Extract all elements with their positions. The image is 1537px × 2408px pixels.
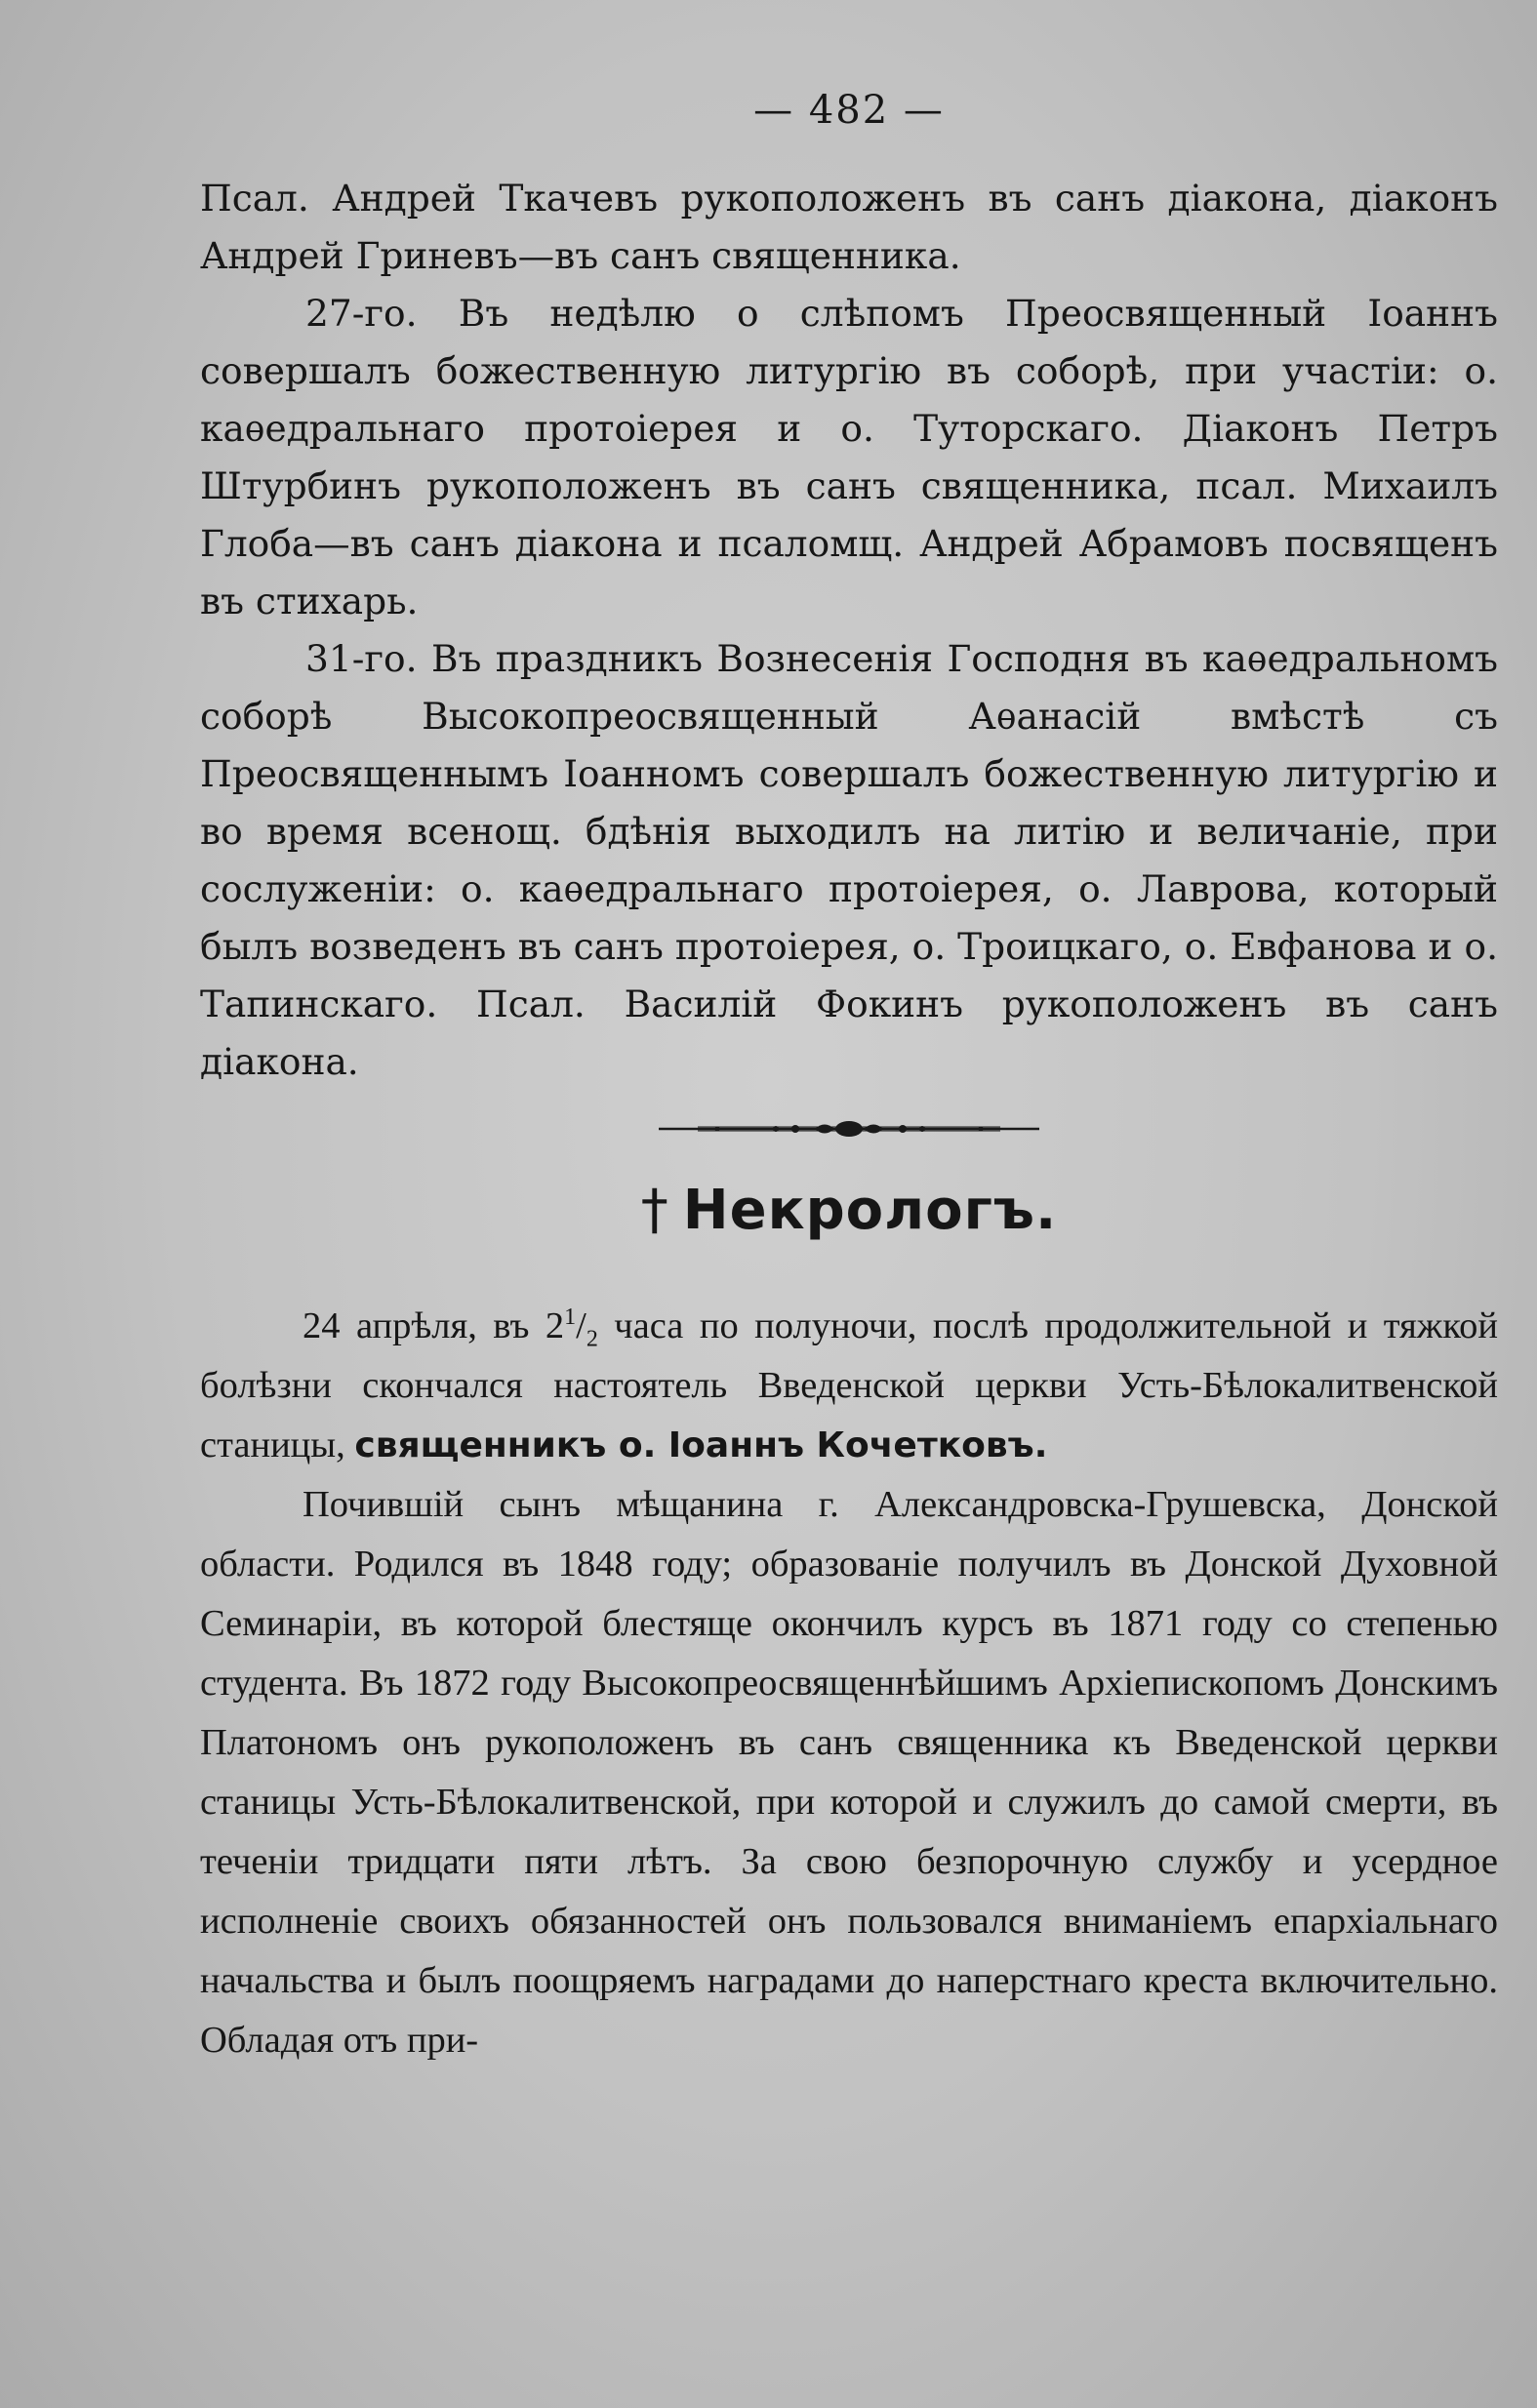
paragraph-31st: 31-го. Въ праздникъ Вознесенія Господня въ каѳедральномъ соборѣ Высокопреосвященный Аѳанасій вмѣстѣ съ Преосвященнымъ Іоанномъ совершалъ божественную литургію и во время всенощ. бдѣнія выходилъ на литію и величаніе, при сослуженіи: о. каѳедральнаго протоіерея, о. Лаврова, который былъ возведенъ въ санъ протоіерея, о. Троицкаго, о. Евфанова и о. Тапинскаго. Псал. Василій Фокинъ рукоположенъ въ санъ діакона. — [200, 637, 1498, 1083]
fraction-numerator: 1 — [564, 1304, 577, 1331]
fraction-denominator: 2 — [586, 1326, 598, 1352]
obituary-intro — [200, 1297, 1498, 1475]
deceased-name: священникъ о. Іоаннъ Кочетковъ. — [354, 1425, 1048, 1465]
obituary-body: Почившій сынъ мѣщанина г. Александровска-Грушевска, Донской области. Родился въ 1848 году; образованіе получилъ въ Донской Духовной Семинаріи, въ которой блестяще окончилъ курсъ въ 1871 году со степенью студента. Въ 1872 году Высокопреосвященнѣйшимъ Архіепископомъ Донскимъ Платономъ онъ рукоположенъ въ санъ священника къ Введенской церкви станицы Усть-Бѣлокалитвенской, при которой и служилъ до самой смерти, въ теченіи тридцати пяти лѣтъ. За свою безпорочную службу и усердное исполненіе своихъ обязанностей онъ пользовался вниманіемъ епархіальнаго начальства и былъ поощряемъ наградами до наперстнаго креста включительно. Обладая отъ при- — [200, 1484, 1498, 2061]
ornamental-divider — [200, 1118, 1498, 1140]
obituary-intro-text-b: часа по полуночи, послѣ продолжительной и тяжкой болѣзни скончался настоятель Введенской церкви Усть-Бѣлокалитвенской станицы, — [200, 1305, 1498, 1465]
obituary-title: Некрологъ. — [682, 1179, 1058, 1242]
paragraph-ordinations: Псал. Андрей Ткачевъ рукоположенъ въ санъ діакона, діаконъ Андрей Гриневъ—въ санъ священника. — [200, 177, 1498, 277]
fraction-slash: / — [576, 1305, 586, 1346]
obituary-intro-text-a: 24 апрѣля, въ 2 — [303, 1305, 565, 1346]
ornament-rule-icon — [659, 1118, 1039, 1140]
cross-icon: † — [640, 1179, 669, 1242]
paragraph-27th: 27-го. Въ недѣлю о слѣпомъ Преосвященный Іоаннъ совершалъ божественную литургію въ соборѣ, при участіи: о. каѳедральнаго протоіерея и о. Туторскаго. Діаконъ Петръ Штурбинъ рукоположенъ въ санъ священника, псал. Михаилъ Глоба—въ санъ діакона и псаломщ. Андрей Абрамовъ посвященъ въ стихарь. — [200, 292, 1498, 622]
page-number: — 482 — — [753, 88, 945, 133]
obituary-heading — [200, 1179, 1498, 1242]
